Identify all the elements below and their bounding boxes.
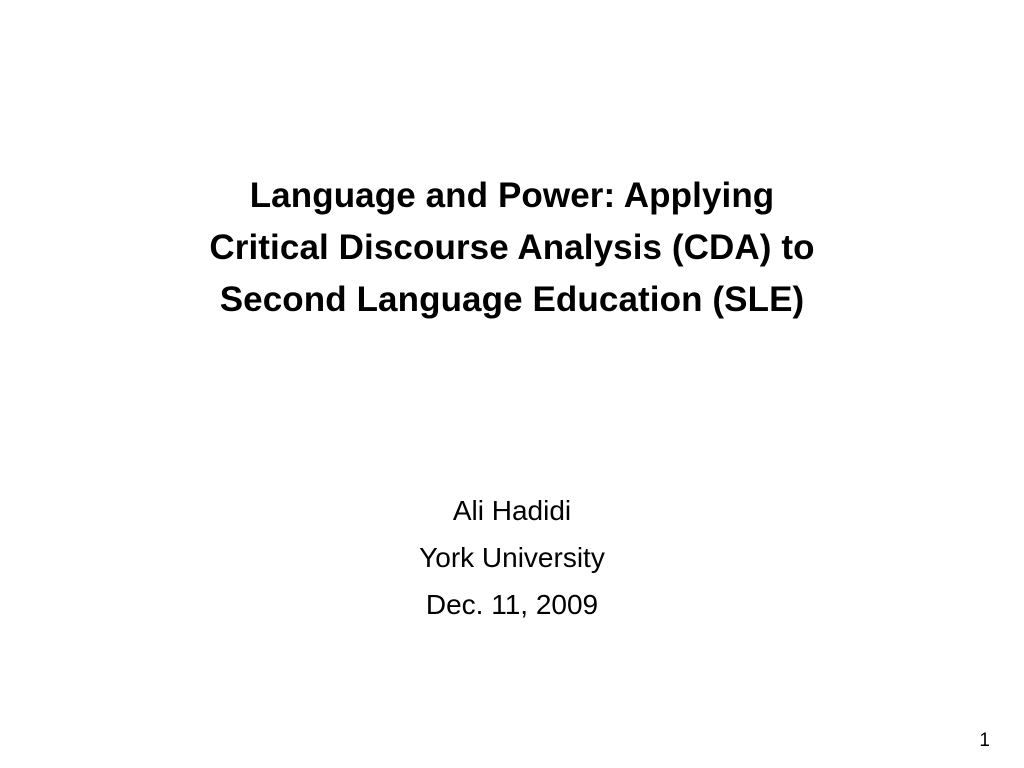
slide-title bbox=[88, 170, 936, 326]
affiliation: York University bbox=[419, 542, 605, 573]
title-line-3: Second Language Education (SLE) bbox=[219, 280, 805, 319]
title-line-2: Critical Discourse Analysis (CDA) to bbox=[209, 228, 815, 267]
author-name: Ali Hadidi bbox=[452, 495, 572, 526]
slide-subtitle bbox=[88, 487, 936, 628]
page-number: 1 bbox=[979, 730, 990, 751]
presentation-date: Dec. 11, 2009 bbox=[425, 589, 599, 620]
title-line-1: Language and Power: Applying bbox=[249, 176, 775, 215]
